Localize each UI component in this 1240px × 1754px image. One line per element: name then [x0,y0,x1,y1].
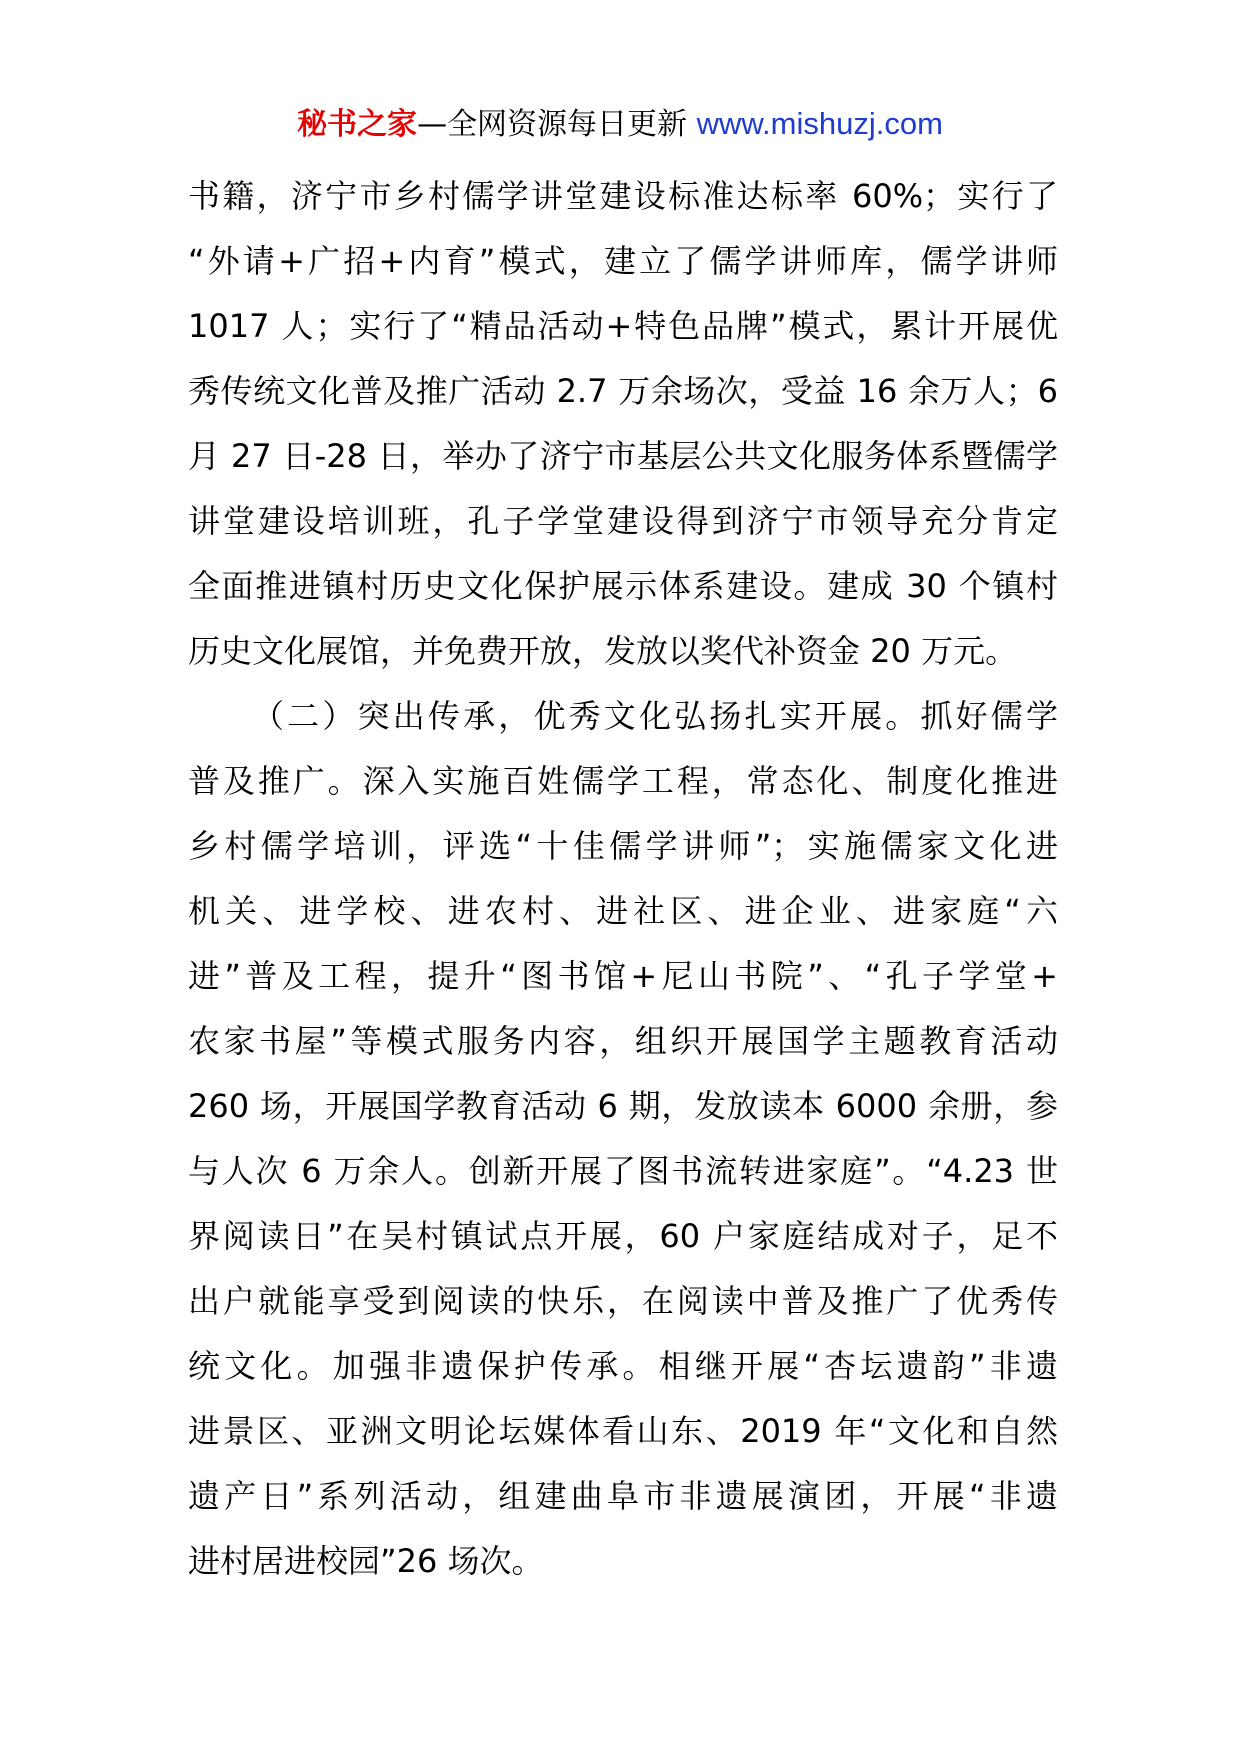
text-line: 出户就能享受到阅读的快乐，在阅读中普及推广了优秀传 [188,1282,1058,1320]
document-body [188,164,1058,1594]
text-line: 全面推进镇村历史文化保护展示体系建设。建成 30 个镇村 [188,567,1058,605]
text-line: 进村居进校园”26 场次。 [188,1542,544,1580]
text-line: 1017 人；实行了“精品活动+特色品牌”模式，累计开展优 [188,307,1058,345]
text-line: 统文化。加强非遗保护传承。相继开展“杏坛遗韵”非遗 [188,1347,1058,1385]
site-url-link[interactable]: www.mishuzj.com [696,106,943,141]
header-tagline: —全网资源每日更新 [417,107,697,142]
text-line: 机关、进学校、进农村、进社区、进企业、进家庭“六 [188,892,1058,930]
text-line: 界阅读日”在吴村镇试点开展，60 户家庭结成对子，足不 [188,1217,1058,1255]
text-line: 260 场，开展国学教育活动 6 期，发放读本 6000 余册，参 [188,1087,1058,1125]
text-line: （二）突出传承，优秀文化弘扬扎实开展。抓好儒学 [252,697,1058,735]
text-line: 历史文化展馆，并免费开放，发放以奖代补资金 20 万元。 [188,632,1018,670]
text-line: 乡村儒学培训，评选“十佳儒学讲师”；实施儒家文化进 [188,827,1058,865]
text-line: 月 27 日-28 日，举办了济宁市基层公共文化服务体系暨儒学 [188,437,1058,475]
text-line: 讲堂建设培训班，孔子学堂建设得到济宁市领导充分肯定 [188,502,1058,540]
text-line: 与人次 6 万余人。创新开展了图书流转进家庭”。“4.23 世 [188,1152,1058,1190]
text-line: 进景区、亚洲文明论坛媒体看山东、2019 年“文化和自然 [188,1412,1058,1450]
text-line: 遗产日”系列活动，组建曲阜市非遗展演团，开展“非遗 [188,1477,1058,1515]
brand-name: 秘书之家 [297,107,418,142]
text-line: 秀传统文化普及推广活动 2.7 万余场次，受益 16 余万人；6 [188,372,1058,410]
text-line: 普及推广。深入实施百姓儒学工程，常态化、制度化推进 [188,762,1058,800]
text-line: 农家书屋”等模式服务内容，组织开展国学主题教育活动 [188,1022,1058,1060]
text-line: “外请+广招+内育”模式，建立了儒学讲师库，儒学讲师 [188,242,1058,280]
text-line: 书籍，济宁市乡村儒学讲堂建设标准达标率 60%；实行了 [188,177,1058,215]
page-header [0,104,1240,145]
text-line: 进”普及工程，提升“图书馆+尼山书院”、“孔子学堂+ [188,957,1058,995]
